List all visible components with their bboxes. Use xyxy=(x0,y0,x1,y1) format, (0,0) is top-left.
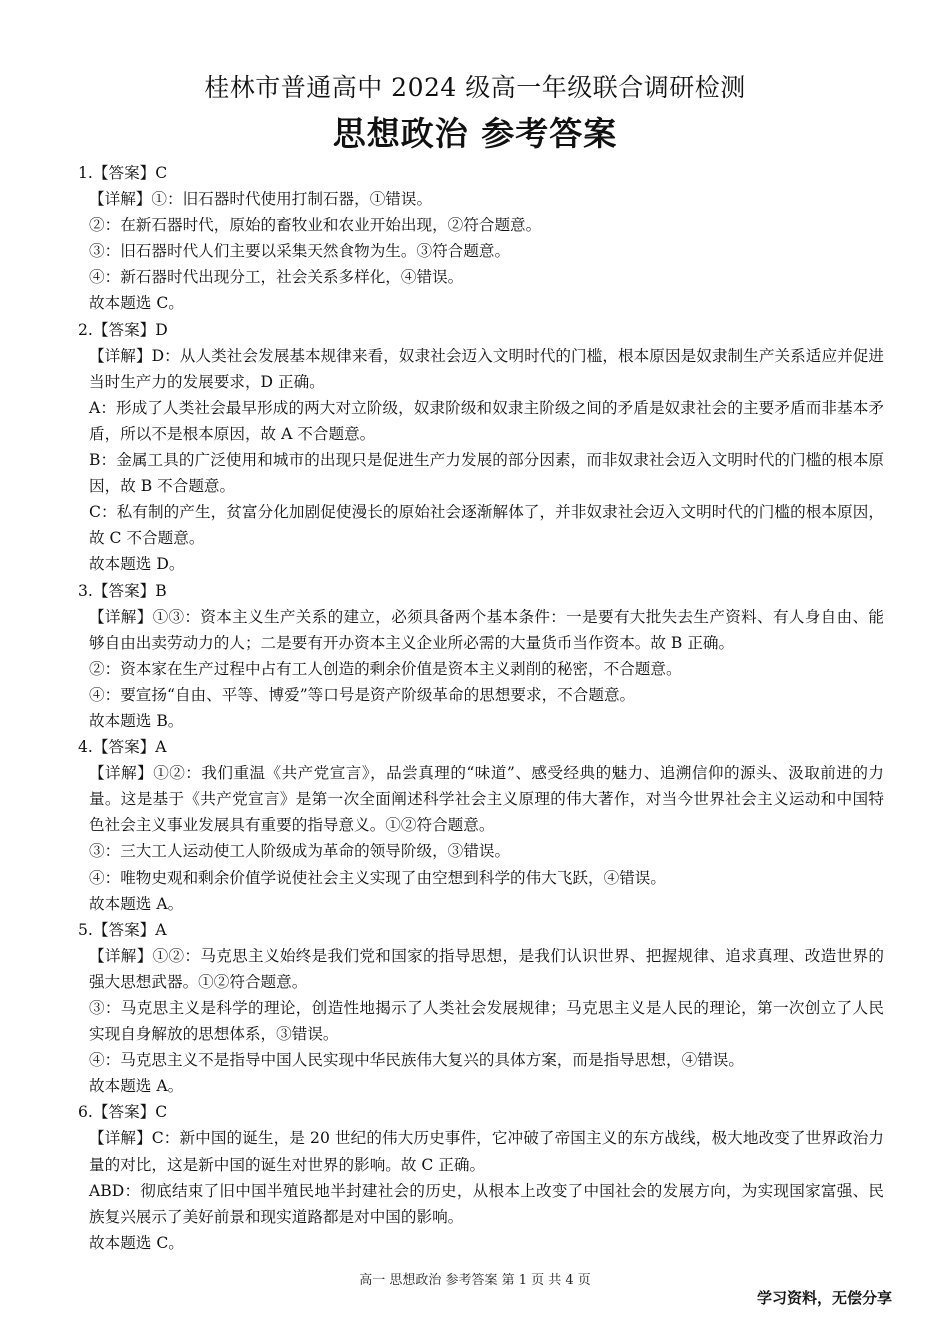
explanation-line: 【详解】D：从人类社会发展基本规律来看，奴隶社会迈入文明时代的门槛，根本原因是奴隶制生产关系适应并促进当时生产力的发展要求，D 正确。 xyxy=(89,346,884,391)
exam-subtitle: 桂林市普通高中 2024 级高一年级联合调研检测 xyxy=(204,73,746,102)
question-block-4 xyxy=(78,734,884,917)
explanation-line: ③：马克思主义是科学的理论，创造性地揭示了人类社会发展规律；马克思主义是人民的理论，第一次创立了人民实现自身解放的思想体系，③错误。 xyxy=(89,999,884,1044)
explanation-line: ABD：彻底结束了旧中国半殖民地半封建社会的历史，从根本上改变了中国社会的发展方向，为实现国家富强、民族复兴展示了美好前景和现实道路都是对中国的影响。 xyxy=(89,1181,884,1226)
conclusion-line: 故本题选 C。 xyxy=(89,294,184,313)
question-block-2 xyxy=(78,317,884,578)
answer-heading: 3.【答案】B xyxy=(78,581,167,600)
page-title: 思想政治 参考答案 xyxy=(332,114,618,153)
explanation-line: 【详解】①：旧石器时代使用打制石器，①错误。 xyxy=(89,190,433,209)
explanation-line: ④：马克思主义不是指导中国人民实现中华民族伟大复兴的具体方案，而是指导思想，④错误。 xyxy=(89,1051,744,1070)
conclusion-line: 故本题选 A。 xyxy=(89,894,184,913)
answer-heading: 5.【答案】A xyxy=(78,920,167,939)
answer-heading: 1.【答案】C xyxy=(78,164,168,182)
explanation-line: B：金属工具的广泛使用和城市的出现只是促进生产力发展的部分因素，而非奴隶社会迈入文明时代的门槛的根本原因，故 B 不合题意。 xyxy=(89,451,884,496)
conclusion-line: 故本题选 B。 xyxy=(89,711,184,730)
conclusion-line: 故本题选 D。 xyxy=(89,555,185,574)
explanation-line: ②：资本家在生产过程中占有工人创造的剩余价值是资本主义剥削的秘密，不合题意。 xyxy=(89,659,682,678)
explanation-line: ②：在新石器时代，原始的畜牧业和农业开始出现，②符合题意。 xyxy=(89,216,542,235)
explanation-line: C：私有制的产生，贫富分化加剧促使漫长的原始社会逐渐解体了，并非奴隶社会迈入文明时代的门槛的根本原因，故 C 不合题意。 xyxy=(89,503,884,548)
explanation-line: A：形成了人类社会最早形成的两大对立阶级，奴隶阶级和奴隶主阶级之间的矛盾是奴隶社会的主要矛盾而非基本矛盾，所以不是根本原因，故 A 不合题意。 xyxy=(89,398,884,443)
conclusion-line: 故本题选 A。 xyxy=(89,1077,184,1096)
explanation-line: ③：三大工人运动使工人阶级成为革命的领导阶级，③错误。 xyxy=(89,842,511,861)
question-block-3 xyxy=(78,578,884,735)
answer-heading: 2.【答案】D xyxy=(78,320,168,339)
explanation-line: 【详解】C：新中国的诞生，是 20 世纪的伟大历史事件，它冲破了帝国主义的东方战线，极大地改变了世界政治力量的对比，这是新中国的诞生对世界的影响。故 C 正确。 xyxy=(89,1129,884,1174)
explanation-line: ④：新石器时代出现分工，社会关系多样化，④错误。 xyxy=(89,268,464,287)
question-block-6 xyxy=(78,1099,884,1256)
answer-list xyxy=(78,160,884,1256)
question-block-5 xyxy=(78,917,884,1100)
explanation-line: ④：要宣扬“自由、平等、博爱”等口号是资产阶级革命的思想要求，不合题意。 xyxy=(89,685,636,704)
explanation-line: 【详解】①②：我们重温《共产党宣言》，品尝真理的“味道”、感受经典的魅力、追溯信仰的源头、汲取前进的力量。这是基于《共产党宣言》是第一次全面阐述科学社会主义原理的伟大著作，对当今世界社会主义运动和中国特色社会主义事业发展具有重要的指导意义。①②符合题意。 xyxy=(89,764,884,835)
page-footer: 高一 思想政治 参考答案 第 1 页 共 4 页 xyxy=(359,1273,591,1288)
explanation-line: ④：唯物史观和剩余价值学说使社会主义实现了由空想到科学的伟大飞跃，④错误。 xyxy=(89,868,666,887)
explanation-line: ③：旧石器时代人们主要以采集天然食物为生。③符合题意。 xyxy=(89,242,511,261)
answer-heading: 4.【答案】A xyxy=(78,738,167,757)
conclusion-line: 故本题选 C。 xyxy=(89,1233,184,1252)
answer-heading: 6.【答案】C xyxy=(78,1103,168,1122)
explanation-line: 【详解】①③：资本主义生产关系的建立，必须具备两个基本条件：一是要有大批失去生产资料、有人身自由、能够自由出卖劳动力的人；二是要有开办资本主义企业所必需的大量货币当作资本。故 B 正确。 xyxy=(89,607,884,652)
explanation-line: 【详解】①②：马克思主义始终是我们党和国家的指导思想，是我们认识世界、把握规律、追求真理、改造世界的强大思想武器。①②符合题意。 xyxy=(89,946,884,991)
question-block-1 xyxy=(78,160,884,317)
watermark-text: 学习资料，无偿分享 xyxy=(756,1289,892,1307)
